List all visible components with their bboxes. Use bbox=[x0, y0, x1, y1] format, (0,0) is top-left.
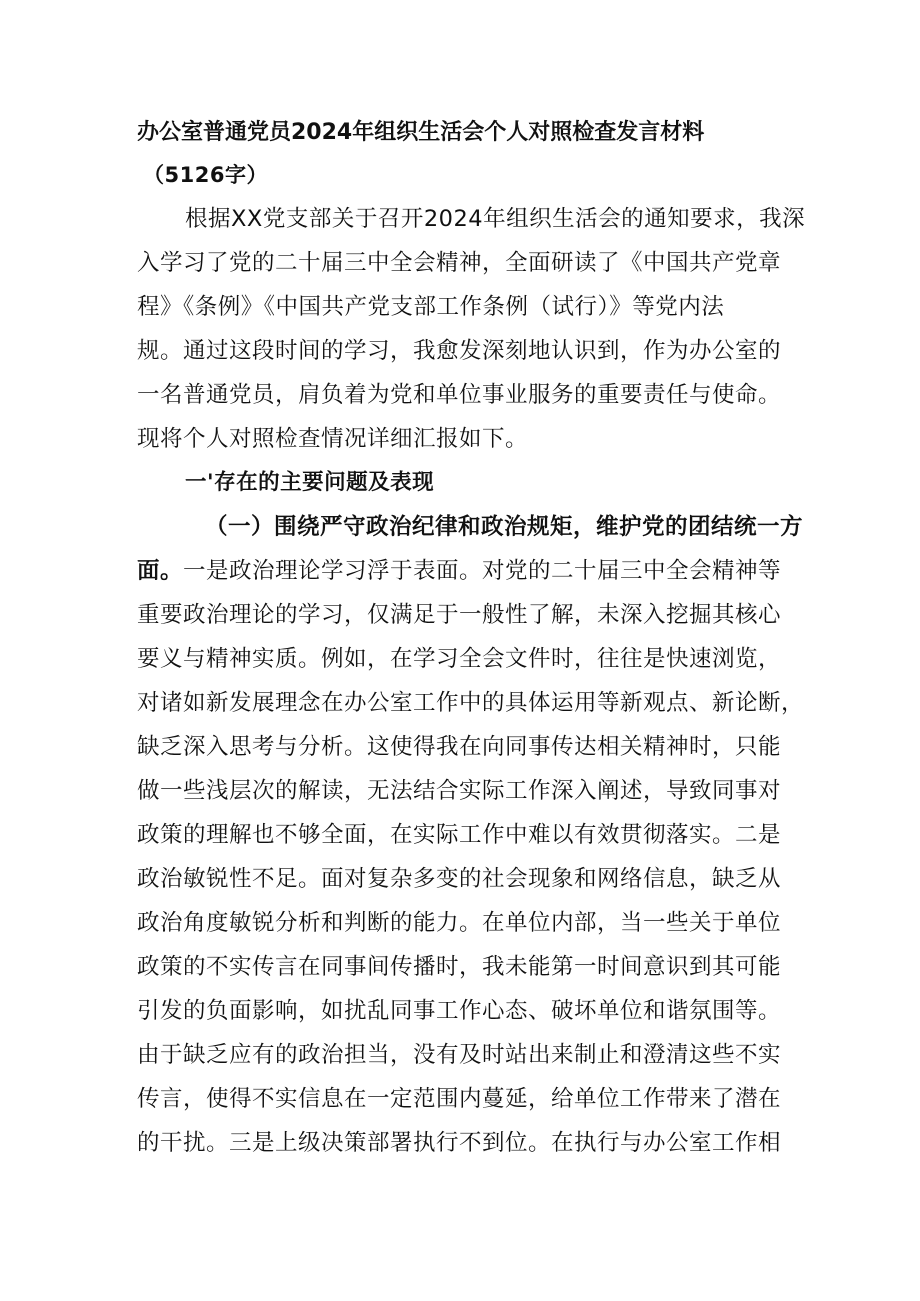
intro-line: 一名普通党员，肩负着为党和单位事业服务的重要责任与使命。 bbox=[137, 382, 782, 408]
intro-line: 程》《条例》《中国共产党支部工作条例（试行）》等党内法 bbox=[137, 294, 725, 320]
body-text: 一是政治理论学习浮于表面。对党的二十届三中全会精神等 bbox=[183, 558, 782, 584]
body-line: 对诸如新发展理念在办公室工作中的具体运用等新观点、新论断， bbox=[137, 690, 805, 716]
body-line: 传言，使得不实信息在一定范围内蔓延，给单位工作带来了潜在 bbox=[137, 1086, 782, 1112]
body-line: 缺乏深入思考与分析。这使得我在向同事传达相关精神时，只能 bbox=[137, 734, 782, 760]
intro-line: 规。通过这段时间的学习，我愈发深刻地认识到，作为办公室的 bbox=[137, 338, 782, 364]
body-line: 政策的理解也不够全面，在实际工作中难以有效贯彻落实。二是 bbox=[137, 822, 782, 848]
subsection-heading-end: 面。 bbox=[137, 558, 184, 584]
body-line: 的干扰。三是上级决策部署执行不到位。在执行与办公室工作相 bbox=[137, 1130, 782, 1156]
document-title: 办公室普通党员2024年组织生活会个人对照检查发言材料 bbox=[137, 120, 705, 145]
body-line: 做一些浅层次的解读，无法结合实际工作深入阐述，导致同事对 bbox=[137, 778, 782, 804]
body-line: 重要政治理论的学习，仅满足于一般性了解，未深入挖掘其核心 bbox=[137, 602, 782, 628]
body-line: 政治敏锐性不足。面对复杂多变的社会现象和网络信息，缺乏从 bbox=[137, 866, 782, 892]
intro-line: 根据XX党支部关于召开2024年组织生活会的通知要求，我深 bbox=[185, 206, 806, 232]
word-count: （5126字） bbox=[143, 163, 268, 187]
body-line: 由于缺乏应有的政治担当，没有及时站出来制止和澄清这些不实 bbox=[137, 1042, 782, 1068]
subsection-heading-continued bbox=[137, 556, 802, 586]
subsection-heading: （一）围绕严守政治纪律和政治规矩，维护党的团结统一方 bbox=[205, 514, 804, 540]
intro-line: 现将个人对照检查情况详细汇报如下。 bbox=[137, 426, 529, 452]
body-line: 引发的负面影响，如扰乱同事工作心态、破坏单位和谐氛围等。 bbox=[137, 998, 782, 1024]
intro-line: 入学习了党的二十届三中全会精神，全面研读了《中国共产党章 bbox=[137, 250, 782, 276]
body-line: 要义与精神实质。例如，在学习全会文件时，往往是快速浏览， bbox=[137, 646, 782, 672]
section-heading: 一'存在的主要问题及表现 bbox=[185, 470, 435, 495]
body-line: 政治角度敏锐分析和判断的能力。在单位内部，当一些关于单位 bbox=[137, 910, 782, 936]
body-line: 政策的不实传言在同事间传播时，我未能第一时间意识到其可能 bbox=[137, 954, 782, 980]
